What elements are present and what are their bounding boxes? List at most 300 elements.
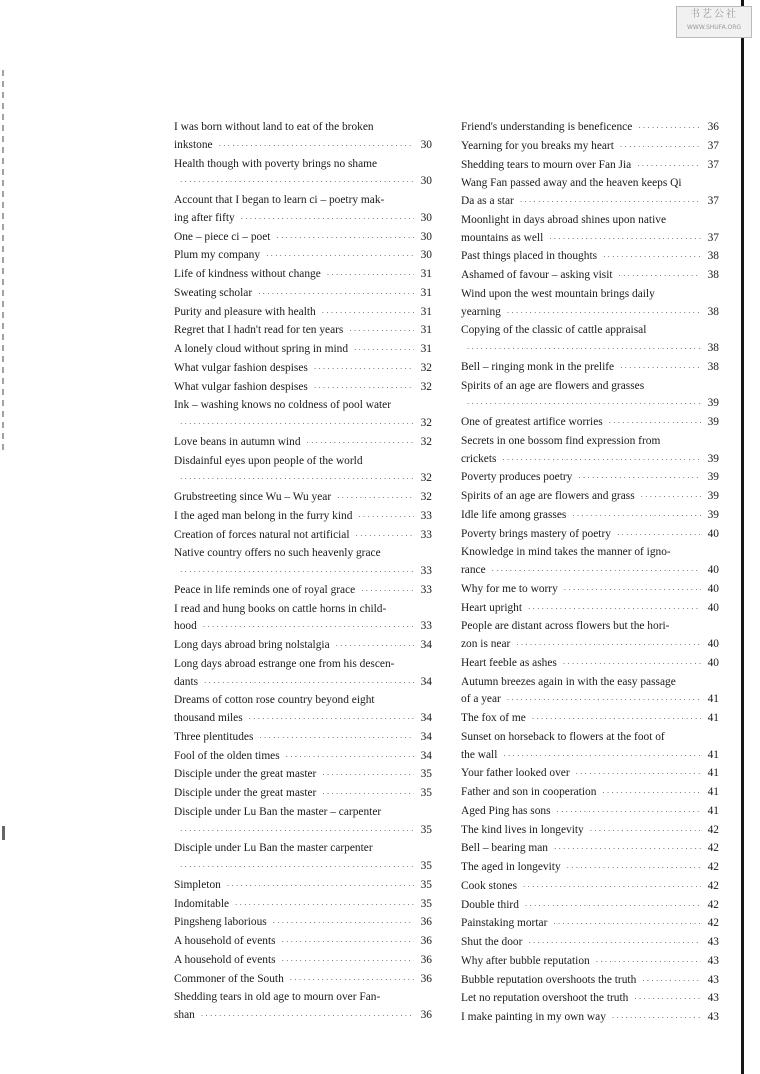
dot-leader [642,973,701,991]
toc-page-number: 34 [420,730,432,743]
toc-leader-row [174,470,432,489]
dot-leader [492,563,701,581]
toc-leader-row [174,785,432,804]
dot-leader [467,396,701,414]
toc-page-number: 32 [420,380,432,393]
watermark-name: 书艺公社 [690,9,738,20]
toc-entry-title: Life of kindness without change [174,268,321,280]
dot-leader [322,786,414,804]
toc-leader-row [461,304,719,323]
toc-entry-title-line: Spirits of an age are flowers and grasses [461,379,645,392]
toc-leader-row [461,747,719,766]
toc-entry [174,360,432,379]
toc-page-number: 35 [420,897,432,910]
toc-entry [174,896,432,915]
toc-entry-title: Why after bubble reputation [461,954,590,967]
dot-leader [528,935,701,953]
toc-leader-row [461,710,719,729]
toc-page-number: 32 [420,491,432,503]
toc-page-number: 31 [420,305,432,318]
toc-leader-row [174,489,432,508]
toc-entry-title-line: Wang Fan passed away and the heaven keeps Qi [461,177,682,190]
dot-leader [617,527,701,545]
toc-entry-title: Let no reputation overshoot the truth [461,992,629,1005]
toc-page-number: 33 [420,528,432,541]
dot-leader [590,823,701,841]
toc-entry-title: hood [174,620,197,633]
dot-leader [467,341,701,359]
toc-leader-row [461,878,719,897]
toc-entry [174,840,432,877]
toc-entry [174,785,432,804]
toc-leader-row [461,822,719,841]
dot-leader [619,268,701,286]
toc-entry-title: Disciple under the great master [174,768,317,781]
toc-leader-row [461,691,719,710]
scan-mark [2,826,5,840]
toc-entry [461,822,719,841]
toc-entry-title: The fox of me [461,712,526,724]
toc-page-number: 36 [420,953,432,966]
toc-page-number: 42 [707,917,719,930]
toc-leader-row [461,636,719,655]
toc-page-number: 40 [707,601,719,614]
toc-entry [461,175,719,212]
toc-page-number: 32 [420,417,432,429]
dot-leader [322,305,414,323]
toc-entry-title: Commoner of the South [174,972,284,985]
toc-leader-row [461,193,719,212]
toc-entry [461,433,719,470]
toc-leader-row [461,990,719,1009]
toc-page-number: 41 [707,804,719,817]
toc-leader-row [461,230,719,249]
toc-entry-title: A household of events [174,935,276,947]
toc-page-number: 32 [420,361,432,374]
toc-entry-title: Bell – bearing man [461,842,548,855]
toc-entry-title-line: Moonlight in days abroad shines upon native [461,213,667,226]
toc-page-number: 43 [707,1011,719,1023]
toc-entry-title: What vulgar fashion despises [174,361,308,374]
toc-entry [174,804,432,841]
toc-leader-row [174,285,432,304]
toc-entry-title-line: Disciple under Lu Ban the master – carpenter [174,805,382,818]
toc-entry-title: Grubstreeting since Wu – Wu year [174,491,332,503]
toc-entry [461,359,719,378]
toc-page-number: 40 [707,656,719,669]
toc-page-number: 36 [420,935,432,947]
toc-entry [461,414,719,433]
dot-leader [322,767,414,785]
toc-entry-title: Plum my company [174,249,261,262]
toc-leader-row [461,934,719,953]
toc-entry [461,803,719,822]
toc-leader-row [461,138,719,157]
toc-entry [174,692,432,729]
toc-page-number: 32 [420,472,432,485]
toc-page-number: 39 [707,416,719,428]
toc-leader-row [461,267,719,286]
dot-leader [641,489,701,507]
toc-entry [174,877,432,896]
toc-entry [174,527,432,546]
toc-entry-title: The aged in longevity [461,861,561,873]
toc-page-number: 38 [707,305,719,318]
toc-entry [174,766,432,785]
toc-entry [461,267,719,286]
toc-leader-row [461,488,719,507]
toc-leader-row [461,1009,719,1028]
toc-entry [174,453,432,490]
toc-entry-title: zon is near [461,638,511,650]
toc-entry [461,286,719,323]
toc-leader-row [174,527,432,546]
toc-entry [174,971,432,990]
toc-page-number: 36 [420,916,432,929]
toc-page-number: 30 [420,249,432,262]
toc-page-number: 41 [707,712,719,724]
dot-leader [557,804,701,822]
toc-leader-row [174,229,432,248]
toc-page-number: 41 [707,748,719,761]
toc-page-number: 31 [420,268,432,280]
toc-entry-title: Purity and pleasure with health [174,305,316,318]
toc-page-number: 37 [707,158,719,171]
toc-page-number: 42 [707,842,719,855]
dot-leader [620,360,701,378]
toc-entry-title-line: Copying of the classic of cattle appraisal [461,324,647,337]
dot-leader [273,915,414,933]
toc-leader-row [174,379,432,398]
toc-entry-title-line: Ink – washing knows no coldness of pool water [174,399,392,412]
toc-entry-title-line: Disdainful eyes upon people of the world [174,454,363,467]
dot-leader [259,730,414,748]
dot-leader [532,711,701,729]
dot-leader [638,120,701,138]
toc-leader-row [461,600,719,619]
toc-page-number: 41 [707,693,719,706]
toc-entry-title-line: Native country offers no such heavenly grace [174,547,381,560]
toc-entry [174,637,432,656]
toc-page-number: 33 [420,620,432,633]
toc-entry-title: Your father looked over [461,767,570,780]
toc-page-number: 31 [420,343,432,355]
dot-leader [567,860,701,878]
toc-entry-title: shan [174,1009,195,1021]
toc-leader-row [174,710,432,729]
dot-leader [603,249,701,267]
toc-leader-row [174,618,432,637]
toc-page-number: 37 [707,139,719,152]
toc-leader-row [174,508,432,527]
toc-entry-title-line: Dreams of cotton rose country beyond eight [174,694,375,707]
toc-page-number: 30 [420,175,432,188]
dot-leader [356,528,414,546]
dot-leader [282,953,414,971]
dot-leader [637,158,701,176]
toc-entry [461,765,719,784]
toc-entry-title: Poverty produces poetry [461,471,573,484]
toc-page-number: 35 [420,768,432,781]
dot-leader [266,248,414,266]
toc-page-number: 40 [707,582,719,595]
toc-entry-title: Peace in life reminds one of royal grace [174,583,356,596]
toc-leader-row [461,451,719,470]
toc-entry-title: inkstone [174,138,213,151]
toc-leader-row [461,859,719,878]
toc-entry [461,526,719,545]
toc-entry-title: Idle life among grasses [461,508,567,521]
toc-entry [461,1009,719,1028]
toc-entry [174,545,432,582]
toc-entry-title: Aged Ping has sons [461,804,551,817]
toc-entry-title-line: Sunset on horseback to flowers at the foot of [461,730,665,743]
dot-leader [520,194,701,212]
dot-leader [327,267,414,285]
dot-leader [576,766,701,784]
dot-leader [572,508,701,526]
toc-leader-row [174,952,432,971]
toc-page-number: 37 [707,195,719,207]
toc-entry-title: dants [174,675,199,688]
dot-leader [258,286,414,304]
dot-leader [525,898,701,916]
toc-entry-title: Indomitable [174,897,230,910]
toc-leader-row [461,784,719,803]
dot-leader [609,415,701,433]
toc-leader-row [174,896,432,915]
toc-entry [461,618,719,655]
toc-entry-title: Creation of forces natural not artificial [174,528,350,541]
dot-leader [180,416,414,434]
toc-entry [461,655,719,674]
toc-entry-title-line: Health though with poverty brings no shame [174,157,378,170]
dot-leader [337,490,414,508]
dot-leader [241,211,414,229]
toc-entry-title-line: Disciple under Lu Ban the master carpenter [174,842,373,855]
toc-leader-row [461,972,719,991]
toc-leader-row [174,729,432,748]
toc-page-number: 35 [420,787,432,799]
dot-leader [314,361,414,379]
toc-entry-title: Love beans in autumn wind [174,435,301,448]
toc-entry [174,914,432,933]
toc-leader-row [174,137,432,156]
dot-leader [180,471,414,489]
toc-page-number: 34 [420,675,432,688]
toc-page-number: 39 [707,452,719,465]
scan-edge-right [741,0,744,1074]
dot-leader [276,230,414,248]
dot-leader [549,231,701,249]
dot-leader [204,675,414,693]
dot-leader [564,582,701,600]
toc-leader-row [174,766,432,785]
toc-entry-title: thousand miles [174,712,243,724]
toc-entry [174,285,432,304]
toc-leader-row [174,674,432,693]
toc-entry-title: ing after fifty [174,211,235,224]
toc-page-number: 38 [707,250,719,263]
toc-entry [174,952,432,971]
dot-leader [201,1008,414,1026]
dot-leader [180,174,414,192]
toc-leader-row [174,822,432,841]
toc-entry-title: rance [461,564,486,576]
toc-leader-row [461,581,719,600]
toc-entry [174,322,432,341]
toc-page-number: 35 [420,823,432,836]
toc-entry [174,489,432,508]
toc-entry-title: Past things placed in thoughts [461,250,598,263]
dot-leader [349,323,414,341]
toc-page-number: 32 [420,435,432,448]
toc-page-number: 34 [420,749,432,762]
dot-leader [180,564,414,582]
dot-leader [203,619,414,637]
dot-leader [361,583,414,601]
toc-leader-row [461,157,719,176]
toc-entry [174,397,432,434]
toc-entry [461,674,719,711]
toc-entry [174,933,432,952]
dot-leader [602,785,701,803]
toc-entry-title: Shut the door [461,936,523,948]
dot-leader [219,138,414,156]
toc-entry-title: Poverty brings mastery of poetry [461,527,611,540]
dot-leader [180,859,414,877]
dot-leader [180,823,414,841]
toc-entry [461,934,719,953]
toc-entry-title: Long days abroad bring nolstalgia [174,639,330,651]
toc-entry [461,119,719,138]
toc-entry [174,656,432,693]
toc-entry [461,953,719,972]
toc-entry-title: Shedding tears to mourn over Fan Jia [461,158,632,171]
toc-page-number: 38 [707,360,719,373]
toc-page-number: 31 [420,286,432,299]
toc-leader-row [174,563,432,582]
toc-entry-title-line: Secrets in one bossom find expression from [461,434,661,447]
toc-page-number: 33 [420,565,432,577]
toc-page-number: 38 [707,269,719,281]
toc-entry [461,859,719,878]
toc-page-number: 33 [420,509,432,522]
toc-page-number: 39 [707,397,719,410]
watermark-url: WWW.SHUFA.ORG [686,24,742,31]
toc-page-number: 43 [707,936,719,948]
toc-entry [461,581,719,600]
toc-leader-row [461,803,719,822]
toc-entry [174,192,432,229]
dot-leader [612,1010,701,1028]
toc-entry [461,469,719,488]
dot-leader [563,656,701,674]
toc-entry-title: Yearning for you breaks my heart [461,139,614,152]
toc-leader-row [461,897,719,916]
toc-entry-title: crickets [461,452,497,465]
toc-leader-row [174,304,432,323]
toc-entry-title: I make painting in my own way [461,1011,606,1023]
toc-page-number: 39 [707,490,719,502]
toc-entry [461,378,719,415]
scan-edge-left [2,70,4,450]
toc-entry-title: Cook stones [461,879,518,892]
toc-entry-title: What vulgar fashion despises [174,380,308,393]
toc-entry-title: Bubble reputation overshoots the truth [461,973,637,986]
toc-page-number: 42 [707,861,719,873]
toc-page-number: 30 [420,230,432,243]
toc-leader-row [174,933,432,952]
toc-entry-title: mountains as well [461,231,544,244]
toc-page-number: 38 [707,342,719,354]
toc-leader-row [174,877,432,896]
toc-entry [461,840,719,859]
toc-leader-row [461,414,719,433]
toc-entry [174,601,432,638]
toc-page-number: 34 [420,712,432,724]
toc-leader-row [461,915,719,934]
toc-entry-title: The kind lives in longevity [461,823,584,836]
toc-leader-row [461,119,719,138]
dot-leader [358,509,414,527]
toc-entry [174,379,432,398]
toc-entry-title: Why for me to worry [461,582,558,595]
toc-entry-title: Painstaking mortar [461,917,548,930]
toc-entry [174,119,432,156]
toc-entry-title-line: I was born without land to eat of the broken [174,121,374,133]
toc-page-number: 42 [707,898,719,911]
toc-leader-row [174,266,432,285]
toc-entry [174,508,432,527]
toc-leader-row [174,971,432,990]
toc-leader-row [461,248,719,267]
toc-entry [174,229,432,248]
toc-entry [174,341,432,360]
dot-leader [249,711,414,729]
toc-column-left [174,119,432,1026]
toc-leader-row [461,840,719,859]
toc-entry [461,157,719,176]
toc-leader-row [174,582,432,601]
toc-page-number: 31 [420,324,432,337]
toc-entry [174,729,432,748]
toc-entry [174,304,432,323]
toc-entry-title: Father and son in cooperation [461,786,597,798]
toc-leader-row [174,1007,432,1026]
toc-page-number: 36 [420,972,432,985]
toc-entry [461,600,719,619]
toc-page-number: 40 [707,527,719,540]
toc-page-number: 43 [707,954,719,967]
dot-leader [528,601,701,619]
toc-page-number: 41 [707,767,719,780]
toc-entry-title: Ashamed of favour – asking visit [461,269,613,281]
dot-leader [554,841,701,859]
toc-entry [174,582,432,601]
toc-entry-title: Simpleton [174,878,221,891]
toc-entry-title: Three plentitudes [174,730,254,743]
toc-entry-title-line: Autumn breezes again in with the easy passage [461,675,676,688]
toc-entry-title-line: People are distant across flowers but the hori- [461,620,670,633]
dot-leader [516,637,701,655]
toc-leader-row [461,562,719,581]
toc-leader-row [461,953,719,972]
dot-leader [307,435,414,453]
toc-entry [461,507,719,526]
toc-entry [461,897,719,916]
toc-leader-row [174,322,432,341]
